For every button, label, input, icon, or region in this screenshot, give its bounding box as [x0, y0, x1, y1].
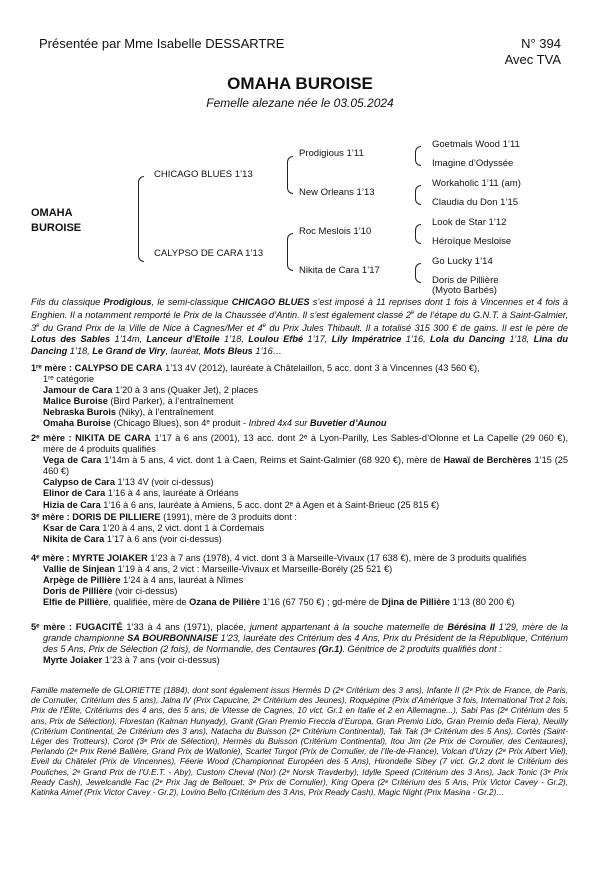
dam-sire: Roc Meslois 1’10 — [299, 226, 372, 237]
second-dam-section: 2ᵉ mère : NIKITA DE CARA 1’17 à 6 ans (2001), 13 acc. dont 2ᵉ à Lyon-Parilly, Les Sables-d’Olonne et La Capelle (29 060 €), mère de 4 produits qualifiés Vega de Cara 1’14m à 5 ans, 4 vict. dont 1 à Caen, Reims et Saint-Galmier (68 920 €), mère de Hawaï de Berchères 1’15 (25 460 €) Calypso de Cara 1’13 4V (voir ci-dessus) Elinor de Cara 1’16 à 4 ans, lauréate à Orléans Hizia de Cara 1’16 à 6 ans, lauréate à Amiens, 5 acc. dont 2ᵉ à Agen et à Saint-Brieuc (25 815 €) — [31, 433, 568, 510]
pedigree-horse-name-1: OMAHA — [31, 207, 73, 219]
pedigree-horse-name-2: BUROISE — [31, 222, 82, 234]
brace-2b — [287, 233, 293, 271]
ddd: Doris de Pillière — [432, 275, 499, 286]
dam: CALYPSO DE CARA 1’13 — [154, 248, 264, 259]
lot-number: N° 394 — [521, 36, 561, 51]
presenter-line: Présentée par Mme Isabelle DESSARTRE — [39, 36, 285, 51]
horse-name-title: OMAHA BUROISE — [227, 74, 373, 93]
dds: Go Lucky 1’14 — [432, 256, 493, 267]
brace-3a — [415, 146, 421, 166]
sire: CHICAGO BLUES 1’13 — [154, 169, 253, 180]
first-dam-section: 1ʳᵉ mère : CALYPSO DE CARA 1’13 4V (2012), lauréate à Châtelaillon, 5 acc. dont 3 à Vincennes (43 560 €), 1ʳᵉ catégorie Jamour de Cara 1’20 à 3 ans (Quaker Jet), 2 places Malice Buroise (Bird Parker), à l’entraînement Nebraska Burois (Niky), à l’entraînement Omaha Buroise (Chicago Blues), son 4ᵉ produit - Inbred 4x4 sur Buvetier d’Aunou — [31, 363, 480, 429]
sire-dam: New Orleans 1’13 — [299, 187, 375, 198]
ssd: Imagine d’Odyssée — [432, 158, 514, 169]
brace-1 — [138, 176, 144, 262]
maternal-family-paragraph: Famille maternelle de GLORIETTE (1884), dont sont également issus Hermès D (2ᵉ Critérium des 3 ans), Infante II (2ᵉ Prix de France, de Paris, de Cornulier, Critérium des 5 ans), Jalna IV (Prix Capucine, 2ᵉ Critérium des Jeunes), Roquépine (Prix d’Amérique 3 fois, International Trot 2 fois, Prix de l’Élite, Critériums des 4 ans, des 5 ans, de Vitesse de Cagnes, 10 vict. Gr.1 en Italie et 2 en Allemagne...), Sabi Pas (2ᵉ Critérium des 5 ans, Prix de Sélection), Florestan (Kalman Hunyady), Granit (Gran Premio Freccia d’Europa, Gran Premio Lido, Gran Premio della Fiera), Neuilly (Critérium Continental, 2e Critérium des 3 ans), Natacha du Buisson (2ᵉ Critérium Continental), Tak Tak (3ᵉ Critérium des 5 Ans), Cortès (Saint-Léger des Trotteurs), Corot (3ᵉ Prix de Sélection), Hermès du Buisson (Critérium Continental), Itou Jim (2e Prix de Cornulier, des Centaures), Perlando (2ᵉ Prix René Ballière, Grand Prix de Wallonie), Scarlet Turgot (Prix de Cornulier, de l’Ile-de-France), Volcan d’Urzy (2ᵉ Prix Albert Viel), Eveil du Châtelet (Prix de Vincennes), Féerie Wood (Championnat Européen des 5 Ans), Hirondelle Sibey (7 vict. Gr.2 dont le Critérium des Pouliches, 2ᵉ Grand Prix de l’U.E.T. - Aby), Custom Cheval (Nor) (2ᵉ Norsk Travderby), Idylle Speed (Critérium des 3 Ans), Jack Tonic (3ᵉ Prix Ready Cash), Jewelcandle Fac (2ᵉ Prix Jag de Bellouet, 3ᵉ Prix de Cornulier), King Opera (2ᵉ Critérium des 5 Ans, Prix Victor Cavey - Gr.2), Katinka Aimef (Prix Victor Cavey - Gr.2), Lovino Bello (Critérium des 3 Ans, Prix Ready Cash), Magic Night (Prix Masina - Gr.2)… — [31, 685, 568, 798]
brace-3b — [415, 185, 421, 205]
sire-paragraph: Fils du classique Prodigious, le semi-classique CHICAGO BLUES s’est imposé à 11 reprises dont 1 fois à Vincennes et 4 fois à Enghien. Il a notamment remporté le Prix de la Chaussée d’Antin. Il s’est également classé 2e de l’étape du G.N.T. à Saint-Galmier, 3e du Grand Prix de la Ville de Nice à Cagnes/Mer et 4e du Prix Jules Thibault. Il a totalisé 315 300 € de gains. Il est le père de Lotus des Sables 1’14m, Lanceur d’Etoile 1’18, Loulou Efbé 1’17, Lily Impératrice 1’16, Lola du Dancing 1’18, Lina du Dancing 1’18, Le Grand de Viry, lauréat, Mots Bleus 1’16… — [31, 297, 569, 356]
third-dam-section: 3ᵉ mère : DORIS DE PILLIERE (1991), mère de 3 produits dont : Ksar de Cara 1’20 à 4 ans, 2 vict. dont 1 à Cordemais Nikita de Cara 1’17 à 6 ans (voir ci-dessus) — [31, 512, 297, 545]
fourth-dam-section: 4ᵉ mère : MYRTE JOIAKER 1’23 à 7 ans (1978), 4 vict. dont 3 à Marseille-Vivaux (17 638 €), mère de 3 produits qualifiés Vallie de Sinjean 1’19 à 4 ans, 2 vict : Marseille-Vivaux et Marseille-Borély (25 521 €) Arpège de Pillière 1’24 à 4 ans, lauréat à Nîmes Doris de Pillière (voir ci-dessus) Elfie de Pillière, qualifiée, mère de Ozana de Pilière 1’16 (67 750 €) ; gd-mère de Djina de Pillière 1’13 (80 200 €) — [31, 553, 527, 608]
sds: Workaholic 1’11 (am) — [432, 178, 521, 189]
dsd: Héroïque Mesloise — [432, 236, 512, 247]
dam-dam: Nikita de Cara 1’17 — [299, 265, 380, 276]
horse-subtitle: Femelle alezane née le 03.05.2024 — [206, 96, 394, 110]
fifth-dam-section: 5ᵉ mère : FUGACITÉ 1’33 à 4 ans (1971), placée, jument appartenant à la souche maternelle de Bérésina II 1’29, mère de la grande championne SA BOURBONNAISE 1’23, lauréate des Critérium des 4 Ans, Prix du Président de la République, Critérium des 5 Ans, Prix de Sélection (2 fois), de Normandie, des Centaures (Gr.1). Génitrice de 2 produits qualifiés dont : Myrte Joiaker 1’23 à 7 ans (voir ci-dessus) — [31, 622, 568, 666]
sire-sire: Prodigious 1’11 — [299, 148, 364, 159]
brace-2a — [287, 156, 293, 194]
brace-3c — [415, 224, 421, 244]
ddd-note: (Myoto Barbés) — [432, 285, 497, 296]
sdd: Claudia du Don 1’15 — [432, 197, 519, 208]
sss: Goetmals Wood 1’11 — [432, 139, 520, 150]
brace-3d — [415, 263, 421, 283]
dss: Look de Star 1’12 — [432, 217, 507, 228]
tva-note: Avec TVA — [504, 52, 561, 67]
